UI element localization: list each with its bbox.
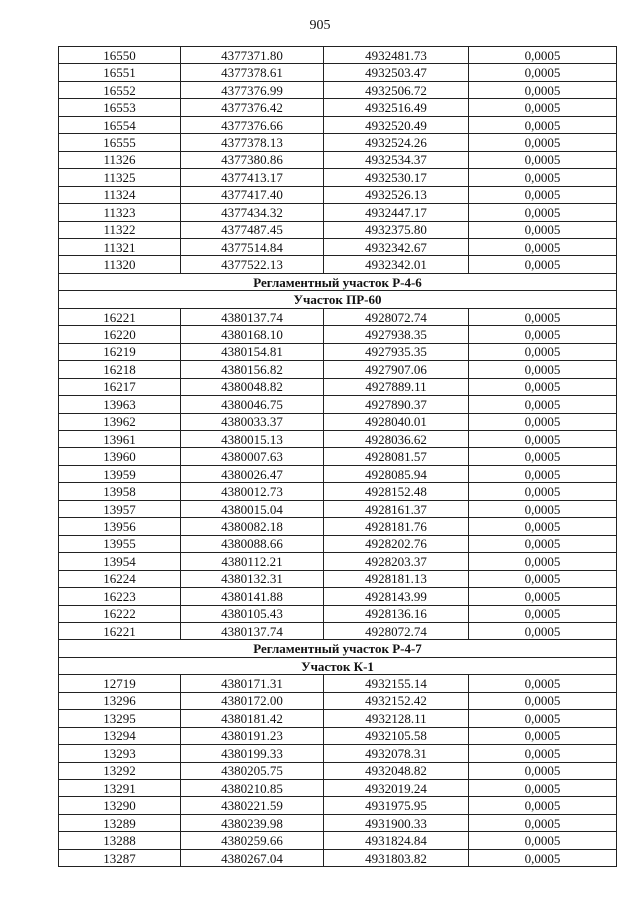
x-coordinate-cell: 4380205.75 — [181, 762, 324, 779]
point-number-cell: 13954 — [59, 553, 181, 570]
table-row — [59, 134, 617, 151]
y-coordinate-cell: 4931900.33 — [324, 814, 469, 831]
x-coordinate-cell: 4380221.59 — [181, 797, 324, 814]
accuracy-cell: 0,0005 — [469, 221, 617, 238]
y-coordinate-cell: 4932128.11 — [324, 710, 469, 727]
y-coordinate-cell: 4931824.84 — [324, 832, 469, 849]
accuracy-cell: 0,0005 — [469, 483, 617, 500]
x-coordinate-cell: 4380259.66 — [181, 832, 324, 849]
point-number-cell: 16221 — [59, 622, 181, 639]
x-coordinate-cell: 4377376.66 — [181, 116, 324, 133]
table-row — [59, 256, 617, 273]
table-row — [59, 745, 617, 762]
section-heading-row — [59, 291, 617, 308]
accuracy-cell: 0,0005 — [469, 675, 617, 692]
point-number-cell: 16550 — [59, 47, 181, 64]
point-number-cell: 13291 — [59, 780, 181, 797]
y-coordinate-cell: 4928072.74 — [324, 622, 469, 639]
y-coordinate-cell: 4932526.13 — [324, 186, 469, 203]
accuracy-cell: 0,0005 — [469, 814, 617, 831]
accuracy-cell: 0,0005 — [469, 797, 617, 814]
table-row — [59, 169, 617, 186]
y-coordinate-cell: 4932534.37 — [324, 151, 469, 168]
accuracy-cell: 0,0005 — [469, 605, 617, 622]
y-coordinate-cell: 4931803.82 — [324, 849, 469, 866]
y-coordinate-cell: 4927889.11 — [324, 378, 469, 395]
table-row — [59, 500, 617, 517]
y-coordinate-cell: 4932152.42 — [324, 692, 469, 709]
table-row — [59, 797, 617, 814]
y-coordinate-cell: 4928181.13 — [324, 570, 469, 587]
section-heading: Участок К-1 — [59, 657, 617, 674]
point-number-cell: 13961 — [59, 430, 181, 447]
accuracy-cell: 0,0005 — [469, 64, 617, 81]
table-row — [59, 396, 617, 413]
y-coordinate-cell: 4928085.94 — [324, 465, 469, 482]
x-coordinate-cell: 4377417.40 — [181, 186, 324, 203]
point-number-cell: 16555 — [59, 134, 181, 151]
accuracy-cell: 0,0005 — [469, 780, 617, 797]
point-number-cell: 13292 — [59, 762, 181, 779]
table-row — [59, 204, 617, 221]
x-coordinate-cell: 4380015.04 — [181, 500, 324, 517]
y-coordinate-cell: 4928161.37 — [324, 500, 469, 517]
point-number-cell: 16221 — [59, 308, 181, 325]
point-number-cell: 16552 — [59, 81, 181, 98]
y-coordinate-cell: 4928072.74 — [324, 308, 469, 325]
x-coordinate-cell: 4377378.13 — [181, 134, 324, 151]
table-row — [59, 308, 617, 325]
point-number-cell: 16551 — [59, 64, 181, 81]
table-row — [59, 413, 617, 430]
x-coordinate-cell: 4380172.00 — [181, 692, 324, 709]
x-coordinate-cell: 4380191.23 — [181, 727, 324, 744]
y-coordinate-cell: 4932503.47 — [324, 64, 469, 81]
y-coordinate-cell: 4932506.72 — [324, 81, 469, 98]
accuracy-cell: 0,0005 — [469, 308, 617, 325]
section-heading-row — [59, 273, 617, 290]
table-row — [59, 116, 617, 133]
accuracy-cell: 0,0005 — [469, 256, 617, 273]
point-number-cell: 13962 — [59, 413, 181, 430]
table-row — [59, 570, 617, 587]
table-row — [59, 483, 617, 500]
table-row — [59, 622, 617, 639]
table-row — [59, 151, 617, 168]
x-coordinate-cell: 4380048.82 — [181, 378, 324, 395]
x-coordinate-cell: 4380132.31 — [181, 570, 324, 587]
accuracy-cell: 0,0005 — [469, 762, 617, 779]
point-number-cell: 13290 — [59, 797, 181, 814]
point-number-cell: 16554 — [59, 116, 181, 133]
point-number-cell: 16553 — [59, 99, 181, 116]
coordinates-table — [58, 46, 617, 867]
y-coordinate-cell: 4928181.76 — [324, 518, 469, 535]
table-row — [59, 675, 617, 692]
accuracy-cell: 0,0005 — [469, 116, 617, 133]
accuracy-cell: 0,0005 — [469, 727, 617, 744]
x-coordinate-cell: 4380112.21 — [181, 553, 324, 570]
accuracy-cell: 0,0005 — [469, 343, 617, 360]
y-coordinate-cell: 4932342.01 — [324, 256, 469, 273]
point-number-cell: 11326 — [59, 151, 181, 168]
y-coordinate-cell: 4927938.35 — [324, 326, 469, 343]
accuracy-cell: 0,0005 — [469, 832, 617, 849]
x-coordinate-cell: 4380105.43 — [181, 605, 324, 622]
y-coordinate-cell: 4932375.80 — [324, 221, 469, 238]
y-coordinate-cell: 4928081.57 — [324, 448, 469, 465]
x-coordinate-cell: 4377378.61 — [181, 64, 324, 81]
y-coordinate-cell: 4932481.73 — [324, 47, 469, 64]
point-number-cell: 13959 — [59, 465, 181, 482]
accuracy-cell: 0,0005 — [469, 570, 617, 587]
table-row — [59, 465, 617, 482]
point-number-cell: 13288 — [59, 832, 181, 849]
y-coordinate-cell: 4932078.31 — [324, 745, 469, 762]
y-coordinate-cell: 4927890.37 — [324, 396, 469, 413]
accuracy-cell: 0,0005 — [469, 849, 617, 866]
point-number-cell: 13287 — [59, 849, 181, 866]
accuracy-cell: 0,0005 — [469, 518, 617, 535]
y-coordinate-cell: 4928136.16 — [324, 605, 469, 622]
point-number-cell: 13294 — [59, 727, 181, 744]
table-row — [59, 238, 617, 255]
y-coordinate-cell: 4932019.24 — [324, 780, 469, 797]
x-coordinate-cell: 4380168.10 — [181, 326, 324, 343]
accuracy-cell: 0,0005 — [469, 413, 617, 430]
point-number-cell: 13956 — [59, 518, 181, 535]
accuracy-cell: 0,0005 — [469, 326, 617, 343]
x-coordinate-cell: 4380210.85 — [181, 780, 324, 797]
x-coordinate-cell: 4380137.74 — [181, 622, 324, 639]
point-number-cell: 16223 — [59, 588, 181, 605]
table-row — [59, 814, 617, 831]
section-heading: Участок ПР-60 — [59, 291, 617, 308]
x-coordinate-cell: 4377522.13 — [181, 256, 324, 273]
table-row — [59, 518, 617, 535]
x-coordinate-cell: 4380088.66 — [181, 535, 324, 552]
table-row — [59, 378, 617, 395]
accuracy-cell: 0,0005 — [469, 710, 617, 727]
table-row — [59, 832, 617, 849]
accuracy-cell: 0,0005 — [469, 361, 617, 378]
x-coordinate-cell: 4380181.42 — [181, 710, 324, 727]
table-row — [59, 448, 617, 465]
y-coordinate-cell: 4932048.82 — [324, 762, 469, 779]
point-number-cell: 16222 — [59, 605, 181, 622]
accuracy-cell: 0,0005 — [469, 204, 617, 221]
y-coordinate-cell: 4932516.49 — [324, 99, 469, 116]
point-number-cell: 13958 — [59, 483, 181, 500]
x-coordinate-cell: 4380015.13 — [181, 430, 324, 447]
point-number-cell: 13957 — [59, 500, 181, 517]
point-number-cell: 16217 — [59, 378, 181, 395]
section-heading: Регламентный участок Р-4-7 — [59, 640, 617, 657]
table-row — [59, 361, 617, 378]
x-coordinate-cell: 4377380.86 — [181, 151, 324, 168]
table-row — [59, 780, 617, 797]
accuracy-cell: 0,0005 — [469, 47, 617, 64]
section-heading-row — [59, 640, 617, 657]
table-row — [59, 47, 617, 64]
y-coordinate-cell: 4932447.17 — [324, 204, 469, 221]
accuracy-cell: 0,0005 — [469, 500, 617, 517]
section-heading-row — [59, 657, 617, 674]
x-coordinate-cell: 4377434.32 — [181, 204, 324, 221]
table-row — [59, 343, 617, 360]
x-coordinate-cell: 4380046.75 — [181, 396, 324, 413]
accuracy-cell: 0,0005 — [469, 430, 617, 447]
table-row — [59, 64, 617, 81]
point-number-cell: 11324 — [59, 186, 181, 203]
point-number-cell: 12719 — [59, 675, 181, 692]
point-number-cell: 16219 — [59, 343, 181, 360]
point-number-cell: 13963 — [59, 396, 181, 413]
accuracy-cell: 0,0005 — [469, 238, 617, 255]
table-row — [59, 430, 617, 447]
y-coordinate-cell: 4932524.26 — [324, 134, 469, 151]
y-coordinate-cell: 4927935.35 — [324, 343, 469, 360]
point-number-cell: 11320 — [59, 256, 181, 273]
x-coordinate-cell: 4380239.98 — [181, 814, 324, 831]
point-number-cell: 13960 — [59, 448, 181, 465]
y-coordinate-cell: 4928036.62 — [324, 430, 469, 447]
accuracy-cell: 0,0005 — [469, 169, 617, 186]
table-row — [59, 692, 617, 709]
accuracy-cell: 0,0005 — [469, 378, 617, 395]
y-coordinate-cell: 4928143.99 — [324, 588, 469, 605]
x-coordinate-cell: 4377487.45 — [181, 221, 324, 238]
point-number-cell: 16224 — [59, 570, 181, 587]
x-coordinate-cell: 4380012.73 — [181, 483, 324, 500]
point-number-cell: 13296 — [59, 692, 181, 709]
x-coordinate-cell: 4380141.88 — [181, 588, 324, 605]
x-coordinate-cell: 4380026.47 — [181, 465, 324, 482]
accuracy-cell: 0,0005 — [469, 465, 617, 482]
accuracy-cell: 0,0005 — [469, 692, 617, 709]
x-coordinate-cell: 4380007.63 — [181, 448, 324, 465]
accuracy-cell: 0,0005 — [469, 396, 617, 413]
y-coordinate-cell: 4928202.76 — [324, 535, 469, 552]
point-number-cell: 13295 — [59, 710, 181, 727]
y-coordinate-cell: 4932105.58 — [324, 727, 469, 744]
x-coordinate-cell: 4380199.33 — [181, 745, 324, 762]
x-coordinate-cell: 4377371.80 — [181, 47, 324, 64]
accuracy-cell: 0,0005 — [469, 186, 617, 203]
table-row — [59, 81, 617, 98]
table-row — [59, 553, 617, 570]
x-coordinate-cell: 4377376.99 — [181, 81, 324, 98]
table-row — [59, 727, 617, 744]
table-row — [59, 849, 617, 866]
x-coordinate-cell: 4377413.17 — [181, 169, 324, 186]
x-coordinate-cell: 4380267.04 — [181, 849, 324, 866]
y-coordinate-cell: 4932520.49 — [324, 116, 469, 133]
table-row — [59, 710, 617, 727]
x-coordinate-cell: 4377514.84 — [181, 238, 324, 255]
accuracy-cell: 0,0005 — [469, 622, 617, 639]
accuracy-cell: 0,0005 — [469, 553, 617, 570]
table-row — [59, 186, 617, 203]
y-coordinate-cell: 4932342.67 — [324, 238, 469, 255]
x-coordinate-cell: 4380154.81 — [181, 343, 324, 360]
accuracy-cell: 0,0005 — [469, 99, 617, 116]
y-coordinate-cell: 4928203.37 — [324, 553, 469, 570]
section-heading: Регламентный участок Р-4-6 — [59, 273, 617, 290]
y-coordinate-cell: 4928152.48 — [324, 483, 469, 500]
accuracy-cell: 0,0005 — [469, 535, 617, 552]
point-number-cell: 13955 — [59, 535, 181, 552]
y-coordinate-cell: 4932155.14 — [324, 675, 469, 692]
accuracy-cell: 0,0005 — [469, 588, 617, 605]
accuracy-cell: 0,0005 — [469, 134, 617, 151]
point-number-cell: 13289 — [59, 814, 181, 831]
table-row — [59, 588, 617, 605]
point-number-cell: 16220 — [59, 326, 181, 343]
x-coordinate-cell: 4380171.31 — [181, 675, 324, 692]
y-coordinate-cell: 4932530.17 — [324, 169, 469, 186]
table-row — [59, 326, 617, 343]
point-number-cell: 11322 — [59, 221, 181, 238]
point-number-cell: 11325 — [59, 169, 181, 186]
y-coordinate-cell: 4927907.06 — [324, 361, 469, 378]
table-row — [59, 535, 617, 552]
y-coordinate-cell: 4931975.95 — [324, 797, 469, 814]
point-number-cell: 11323 — [59, 204, 181, 221]
x-coordinate-cell: 4380137.74 — [181, 308, 324, 325]
x-coordinate-cell: 4380156.82 — [181, 361, 324, 378]
table-row — [59, 605, 617, 622]
y-coordinate-cell: 4928040.01 — [324, 413, 469, 430]
table-row — [59, 99, 617, 116]
point-number-cell: 11321 — [59, 238, 181, 255]
x-coordinate-cell: 4380033.37 — [181, 413, 324, 430]
table-row — [59, 762, 617, 779]
page-number: 905 — [309, 18, 331, 33]
table-row — [59, 221, 617, 238]
point-number-cell: 13293 — [59, 745, 181, 762]
accuracy-cell: 0,0005 — [469, 81, 617, 98]
accuracy-cell: 0,0005 — [469, 151, 617, 168]
x-coordinate-cell: 4380082.18 — [181, 518, 324, 535]
accuracy-cell: 0,0005 — [469, 745, 617, 762]
x-coordinate-cell: 4377376.42 — [181, 99, 324, 116]
accuracy-cell: 0,0005 — [469, 448, 617, 465]
point-number-cell: 16218 — [59, 361, 181, 378]
